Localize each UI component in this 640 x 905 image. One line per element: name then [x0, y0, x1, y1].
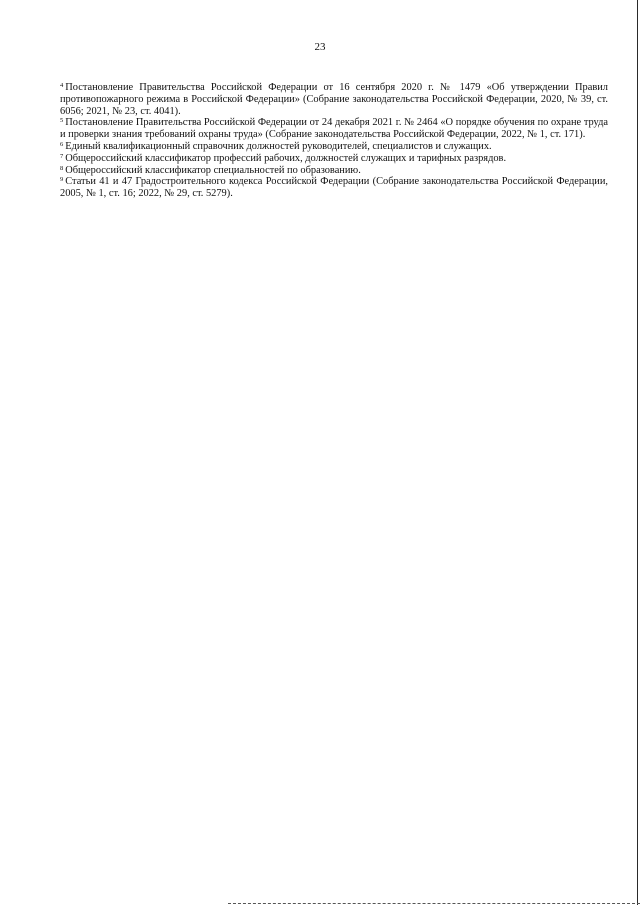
footnote-text: Общероссийский классификатор профессий рабочих, должностей служащих и тарифных разрядов.: [65, 152, 507, 164]
footnote-marker: 8: [60, 164, 64, 172]
footnote-5: [60, 117, 608, 141]
footnote-4: [60, 82, 608, 117]
footnote-marker: 5: [60, 117, 64, 125]
footnote-text: Общероссийский классификатор специальностей по образованию.: [65, 164, 361, 176]
footnote-7: [60, 153, 608, 165]
footnote-text: Единый квалификационный справочник должностей руководителей, специалистов и служащих.: [65, 140, 492, 152]
footnote-marker: 6: [60, 140, 64, 148]
footnotes-section: [60, 82, 608, 200]
scan-edge-right: [637, 0, 638, 905]
footnote-6: [60, 141, 608, 153]
footnote-9: [60, 176, 608, 200]
scan-edge-bottom: [228, 903, 640, 904]
footnote-text: Постановление Правительства Российской Федерации от 16 сентября 2020 г. № 1479 «Об утверждении Правил противопожарного режима в Российской Федерации» (Собрание законодательства Российской Федерации, 2020, № 39, ст. 6056; 2021, № 23, ст. 4041).: [60, 82, 608, 117]
footnote-marker: 7: [60, 152, 64, 160]
footnote-text: Постановление Правительства Российской Федерации от 24 декабря 2021 г. № 2464 «О порядке обучения по охране труда и проверки знания требований охраны труда» (Собрание законодательства Российской Федерации, 2022, № 1, ст. 171).: [60, 117, 608, 141]
footnote-marker: 9: [60, 176, 64, 184]
footnote-8: [60, 165, 608, 177]
footnote-text: Статьи 41 и 47 Градостроительного кодекса Российской Федерации (Собрание законодательства Российской Федерации, 2005, № 1, ст. 16; 2022, № 29, ст. 5279).: [60, 176, 608, 200]
page-number: 23: [314, 41, 326, 53]
footnote-marker: 4: [60, 82, 64, 89]
